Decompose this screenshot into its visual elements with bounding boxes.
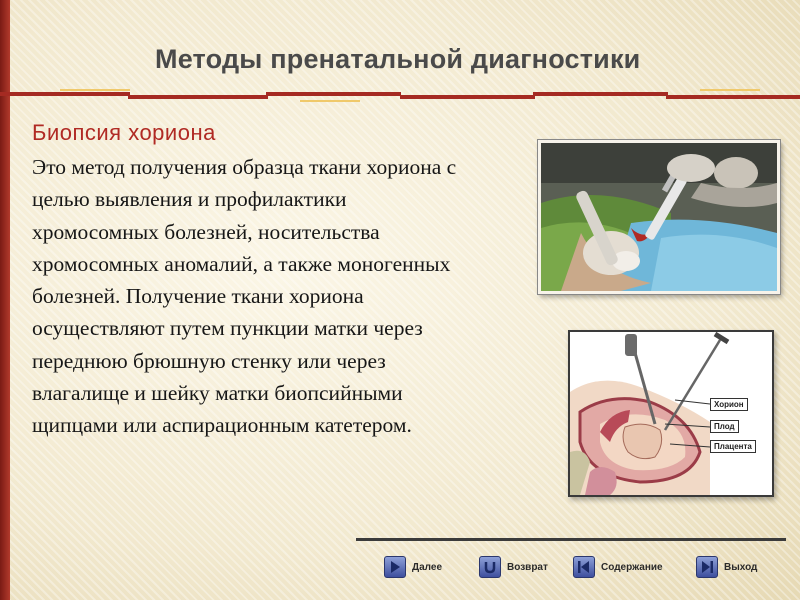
u-turn-return-icon — [479, 556, 501, 578]
anatomy-diagram — [568, 330, 774, 497]
skip-to-start-icon — [573, 556, 595, 578]
contents-button[interactable] — [573, 556, 663, 578]
left-accent-bar — [0, 0, 10, 600]
slide-title: Методы пренатальной диагностики — [155, 44, 641, 74]
procedure-photo-illustration — [541, 143, 777, 291]
play-forward-icon — [384, 556, 406, 578]
description-paragraph: Это метод получения образца ткани хориона с целью выявления и профилактики хромосомных болезней, носительства хромосомных аномалий, а также моногенных болезней. Получение ткани хориона осуществляют путем пункции матки через переднюю брюшную стенку или через влагалище и шейку матки биопсийными щипцами или аспирационным катетером. — [32, 155, 457, 438]
next-button[interactable] — [384, 556, 442, 578]
skip-to-end-icon — [696, 556, 718, 578]
back-button-label: Возврат — [507, 561, 548, 573]
anatomy-illustration — [570, 332, 772, 495]
label-fetus: Плод — [710, 420, 739, 433]
procedure-photo — [538, 140, 780, 294]
exit-button[interactable] — [696, 556, 757, 578]
section-heading: Биопсия хориона — [32, 120, 216, 145]
label-placenta: Плацента — [710, 440, 756, 453]
back-button[interactable] — [479, 556, 548, 578]
exit-button-label: Выход — [724, 561, 758, 573]
contents-button-label: Содержание — [601, 561, 663, 573]
next-button-label: Далее — [412, 561, 443, 573]
navigation-divider — [356, 538, 786, 541]
label-chorion: Хорион — [710, 398, 748, 411]
